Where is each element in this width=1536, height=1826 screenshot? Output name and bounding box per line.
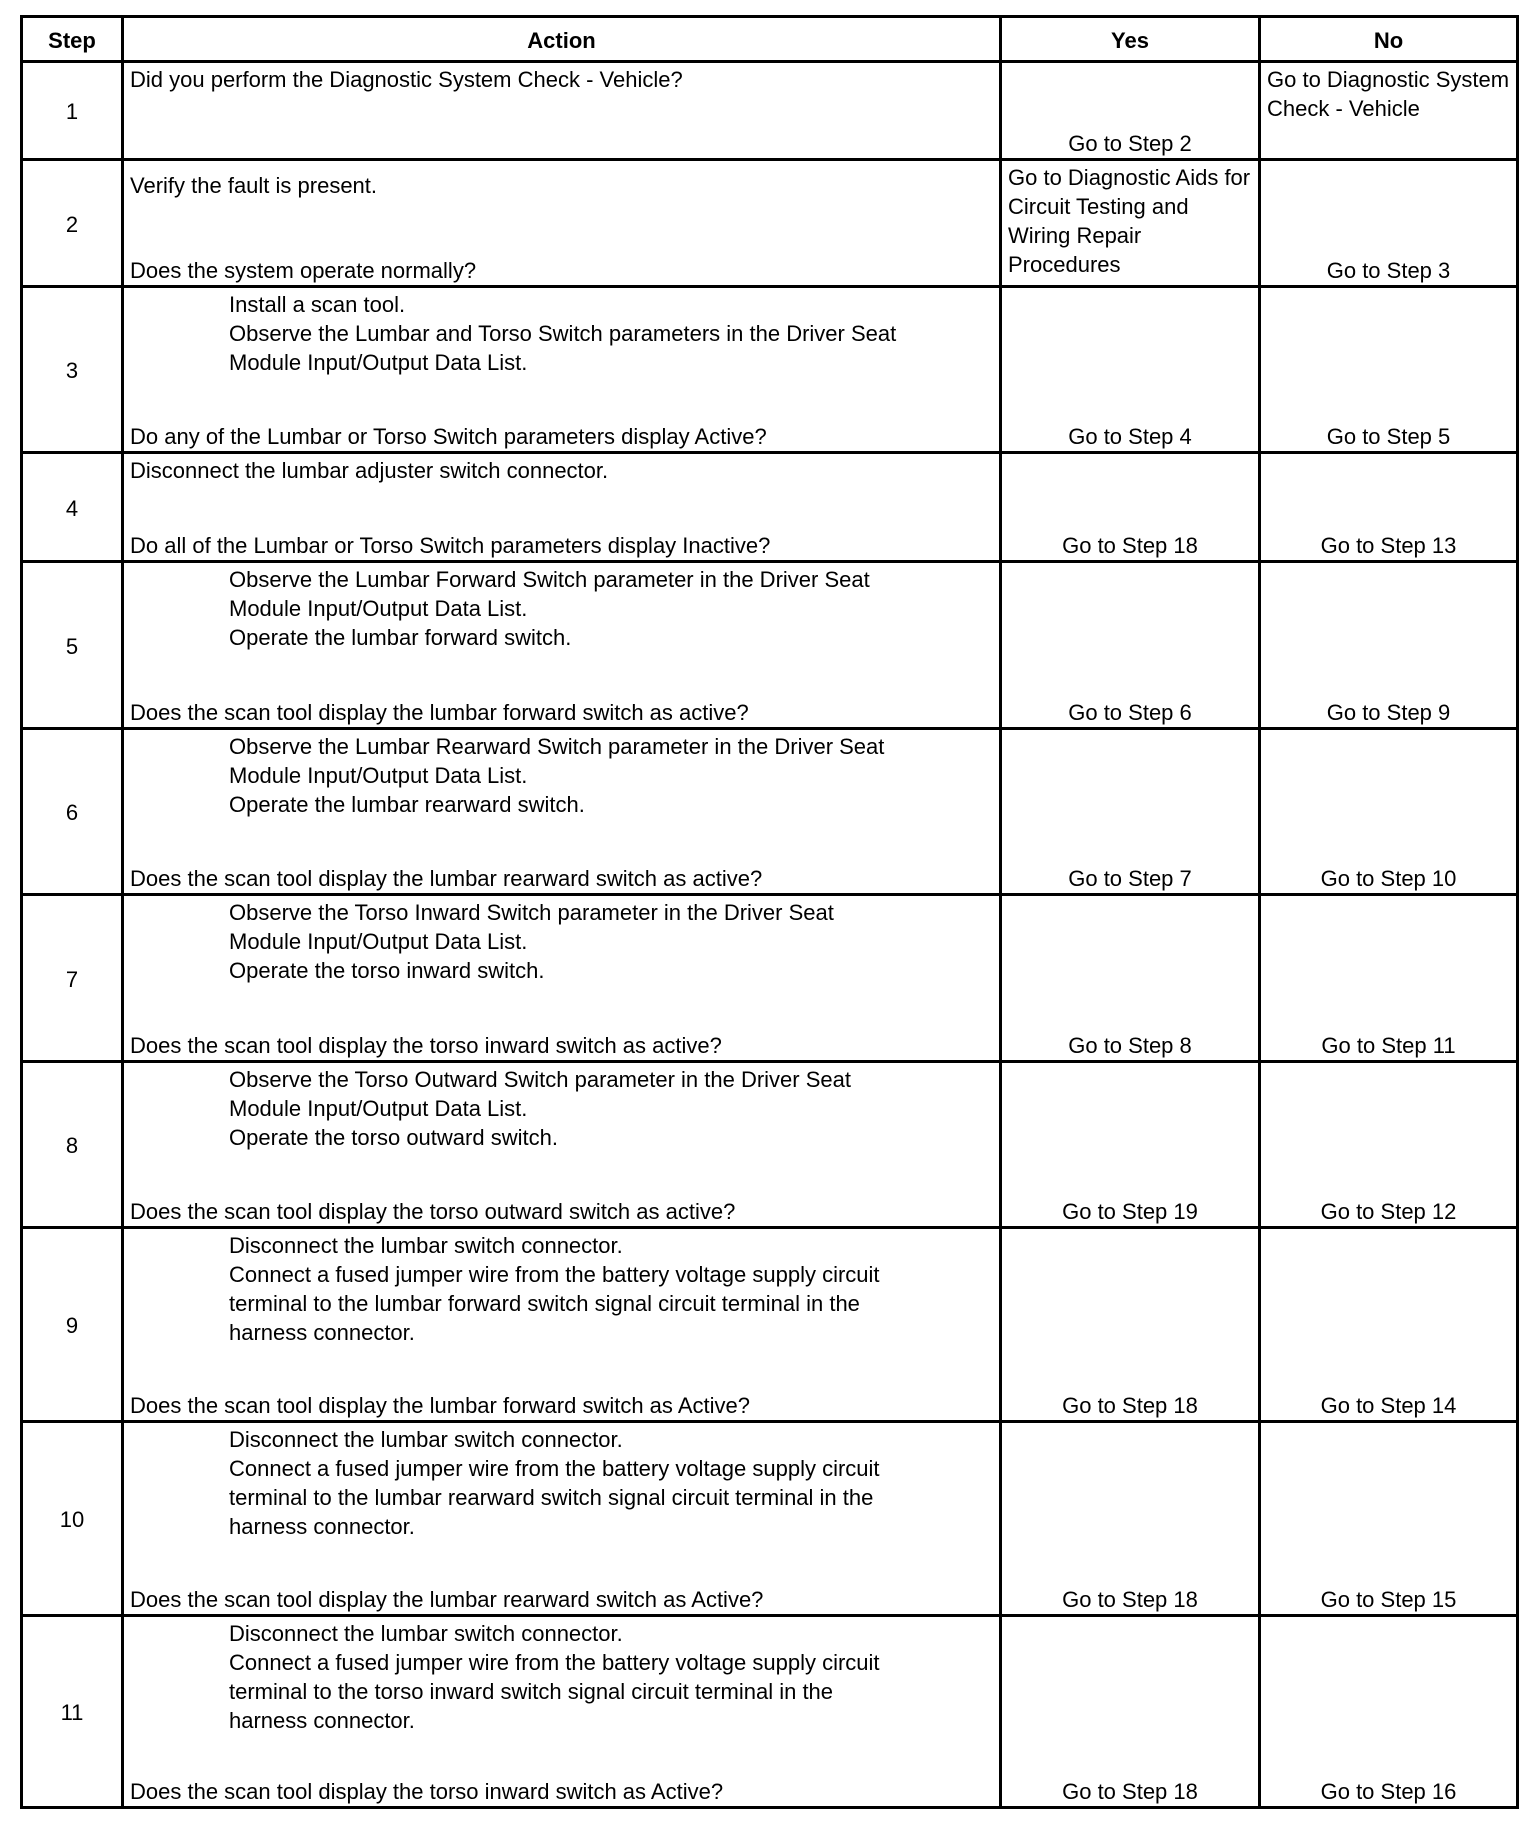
table-row [23,893,1516,1060]
table-row [23,60,1516,158]
action-cell [121,1229,999,1420]
yes-result[interactable] [999,1229,1258,1420]
instruction-line: Observe the Lumbar and Torso Switch parameters in the Driver Seat [229,321,897,346]
question: Does the scan tool display the torso inward switch as active? [130,1033,722,1058]
instruction-line: Connect a fused jumper wire from the battery voltage supply circuit [229,1650,880,1675]
table-row [23,727,1516,893]
yes-result-text: Go to Step 18 [1062,1393,1198,1418]
question: Does the scan tool display the lumbar forward switch as active? [130,700,749,725]
yes-result-text: Go to Step 4 [1068,424,1192,449]
instruction-line: terminal to the lumbar rearward switch signal circuit terminal in the [229,1485,874,1510]
instruction-line: Operate the torso inward switch. [229,958,545,983]
no-result-text: Go to Step 3 [1326,258,1451,283]
instructions [130,290,993,377]
instruction-line: terminal to the lumbar forward switch signal circuit terminal in the [229,1291,860,1316]
instructions [130,732,993,819]
step-number: 3 [65,358,79,383]
instruction-line: Operate the lumbar rearward switch. [229,792,585,817]
header-action: Action [121,18,999,60]
table-header [23,18,1516,60]
action-cell [121,1617,999,1806]
instructions [130,456,993,485]
action-cell [121,288,999,451]
instruction-line: Did you perform the Diagnostic System Check - Vehicle? [130,67,683,92]
no-result[interactable] [1258,161,1516,285]
instruction-line: Operate the torso outward switch. [229,1125,558,1150]
instruction-line: Module Input/Output Data List. [229,929,528,954]
yes-result[interactable] [999,896,1258,1060]
no-result-text: Go to Diagnostic System Check - Vehicle [1267,67,1510,121]
instruction-line: Disconnect the lumbar switch connector. [229,1621,623,1646]
step-number: 4 [65,495,79,521]
yes-result-text: Go to Step 7 [1068,866,1192,891]
question: Does the scan tool display the lumbar rearward switch as Active? [130,1587,764,1612]
no-result-text: Go to Step 11 [1321,1033,1456,1058]
instruction-line: Disconnect the lumbar switch connector. [229,1427,623,1452]
yes-result[interactable] [999,1063,1258,1226]
instructions [130,1619,993,1735]
step-number: 6 [65,800,79,825]
yes-result-text: Go to Step 19 [1062,1199,1198,1224]
no-result[interactable] [1258,63,1516,158]
no-result[interactable] [1258,1063,1516,1226]
table-row [23,285,1516,451]
no-result[interactable] [1258,454,1516,560]
question: Does the system operate normally? [130,258,477,283]
instruction-line: Disconnect the lumbar adjuster switch connector. [130,458,609,483]
action-cell [121,563,999,727]
table-row [23,1060,1516,1226]
diagnostic-table [20,15,1519,1809]
yes-result-text: Go to Step 18 [1062,1587,1198,1612]
step-number: 1 [65,99,79,124]
instruction-line: Module Input/Output Data List. [229,350,528,375]
no-result[interactable] [1258,730,1516,893]
instruction-line: Observe the Torso Outward Switch parameter in the Driver Seat [229,1067,851,1092]
step-number: 11 [60,1700,84,1725]
yes-result[interactable] [999,730,1258,893]
no-result-text: Go to Step 5 [1326,424,1451,449]
yes-result[interactable] [999,288,1258,451]
instruction-line: Observe the Lumbar Forward Switch parameter in the Driver Seat [229,567,870,592]
step-number: 9 [65,1313,79,1338]
yes-result[interactable] [999,1617,1258,1806]
question: Do all of the Lumbar or Torso Switch parameters display Inactive? [130,533,771,558]
step-number: 8 [65,1133,79,1158]
instruction-line: Verify the fault is present. [130,173,378,198]
yes-result-text: Go to Step 8 [1068,1033,1192,1058]
instruction-line: Observe the Lumbar Rearward Switch parameter in the Driver Seat [229,734,885,759]
instruction-line: Connect a fused jumper wire from the battery voltage supply circuit [229,1456,880,1481]
instruction-line: Connect a fused jumper wire from the battery voltage supply circuit [229,1262,880,1287]
instructions [130,1425,993,1541]
header-step: Step [48,27,96,53]
header-no: No [1258,18,1516,60]
no-result-text: Go to Step 10 [1320,866,1457,891]
instruction-line: harness connector. [229,1708,415,1733]
header-yes: Yes [999,18,1258,60]
question: Does the scan tool display the torso outward switch as active? [130,1199,736,1224]
question: Do any of the Lumbar or Torso Switch parameters display Active? [130,424,767,449]
instructions [130,565,993,652]
no-result[interactable] [1258,1423,1516,1614]
instruction-line: terminal to the torso inward switch signal circuit terminal in the [229,1679,834,1704]
yes-result-text: Go to Diagnostic Aids for Circuit Testing and Wiring Repair Procedures [1008,165,1251,277]
no-result-text: Go to Step 15 [1320,1587,1457,1612]
action-cell [121,63,999,158]
instruction-line: Module Input/Output Data List. [229,1096,528,1121]
instructions [130,1065,993,1152]
no-result[interactable] [1258,288,1516,451]
question: Does the scan tool display the lumbar rearward switch as active? [130,866,763,891]
table-row [23,1420,1516,1614]
no-result-text: Go to Step 9 [1326,700,1451,725]
step-number: 5 [65,633,79,659]
no-result[interactable] [1258,1617,1516,1806]
action-cell [121,730,999,893]
instructions [130,1231,993,1347]
no-result[interactable] [1258,563,1516,727]
yes-result-text: Go to Step 6 [1068,700,1192,725]
table-row [23,1614,1516,1806]
no-result-text: Go to Step 13 [1320,533,1457,558]
question: Does the scan tool display the torso inward switch as Active? [130,1779,724,1804]
action-cell [121,454,999,560]
yes-result[interactable] [999,161,1258,285]
instruction-line: harness connector. [229,1320,415,1345]
no-result[interactable] [1258,896,1516,1060]
table-row [23,560,1516,727]
instructions [130,898,993,985]
yes-result[interactable] [999,563,1258,727]
instruction-line: Observe the Torso Inward Switch parameter in the Driver Seat [229,900,834,925]
no-result-text: Go to Step 14 [1320,1393,1457,1418]
instruction-line: Module Input/Output Data List. [229,763,528,788]
table-row [23,1226,1516,1420]
step-number: 2 [65,211,79,237]
instruction-line: Module Input/Output Data List. [229,596,528,621]
yes-result[interactable] [999,1423,1258,1614]
instruction-line: Disconnect the lumbar switch connector. [229,1233,623,1258]
table-row [23,451,1516,560]
action-cell [121,1423,999,1614]
instruction-line: Install a scan tool. [229,292,406,317]
step-number: 10 [59,1507,85,1532]
no-result-text: Go to Step 16 [1320,1779,1457,1804]
instructions [130,171,993,200]
action-cell [121,161,999,285]
question: Does the scan tool display the lumbar forward switch as Active? [130,1393,750,1418]
table-row [23,158,1516,285]
yes-result-text: Go to Step 18 [1062,533,1198,558]
instructions [130,65,993,94]
no-result-text: Go to Step 12 [1320,1199,1457,1224]
action-cell [121,1063,999,1226]
instruction-line: harness connector. [229,1514,415,1539]
yes-result-text: Go to Step 18 [1062,1779,1198,1804]
yes-result-text: Go to Step 2 [1068,131,1192,156]
action-cell [121,896,999,1060]
yes-result[interactable] [999,63,1258,158]
no-result[interactable] [1258,1229,1516,1420]
instruction-line: Operate the lumbar forward switch. [229,625,572,650]
step-number: 7 [65,966,79,992]
yes-result[interactable] [999,454,1258,560]
